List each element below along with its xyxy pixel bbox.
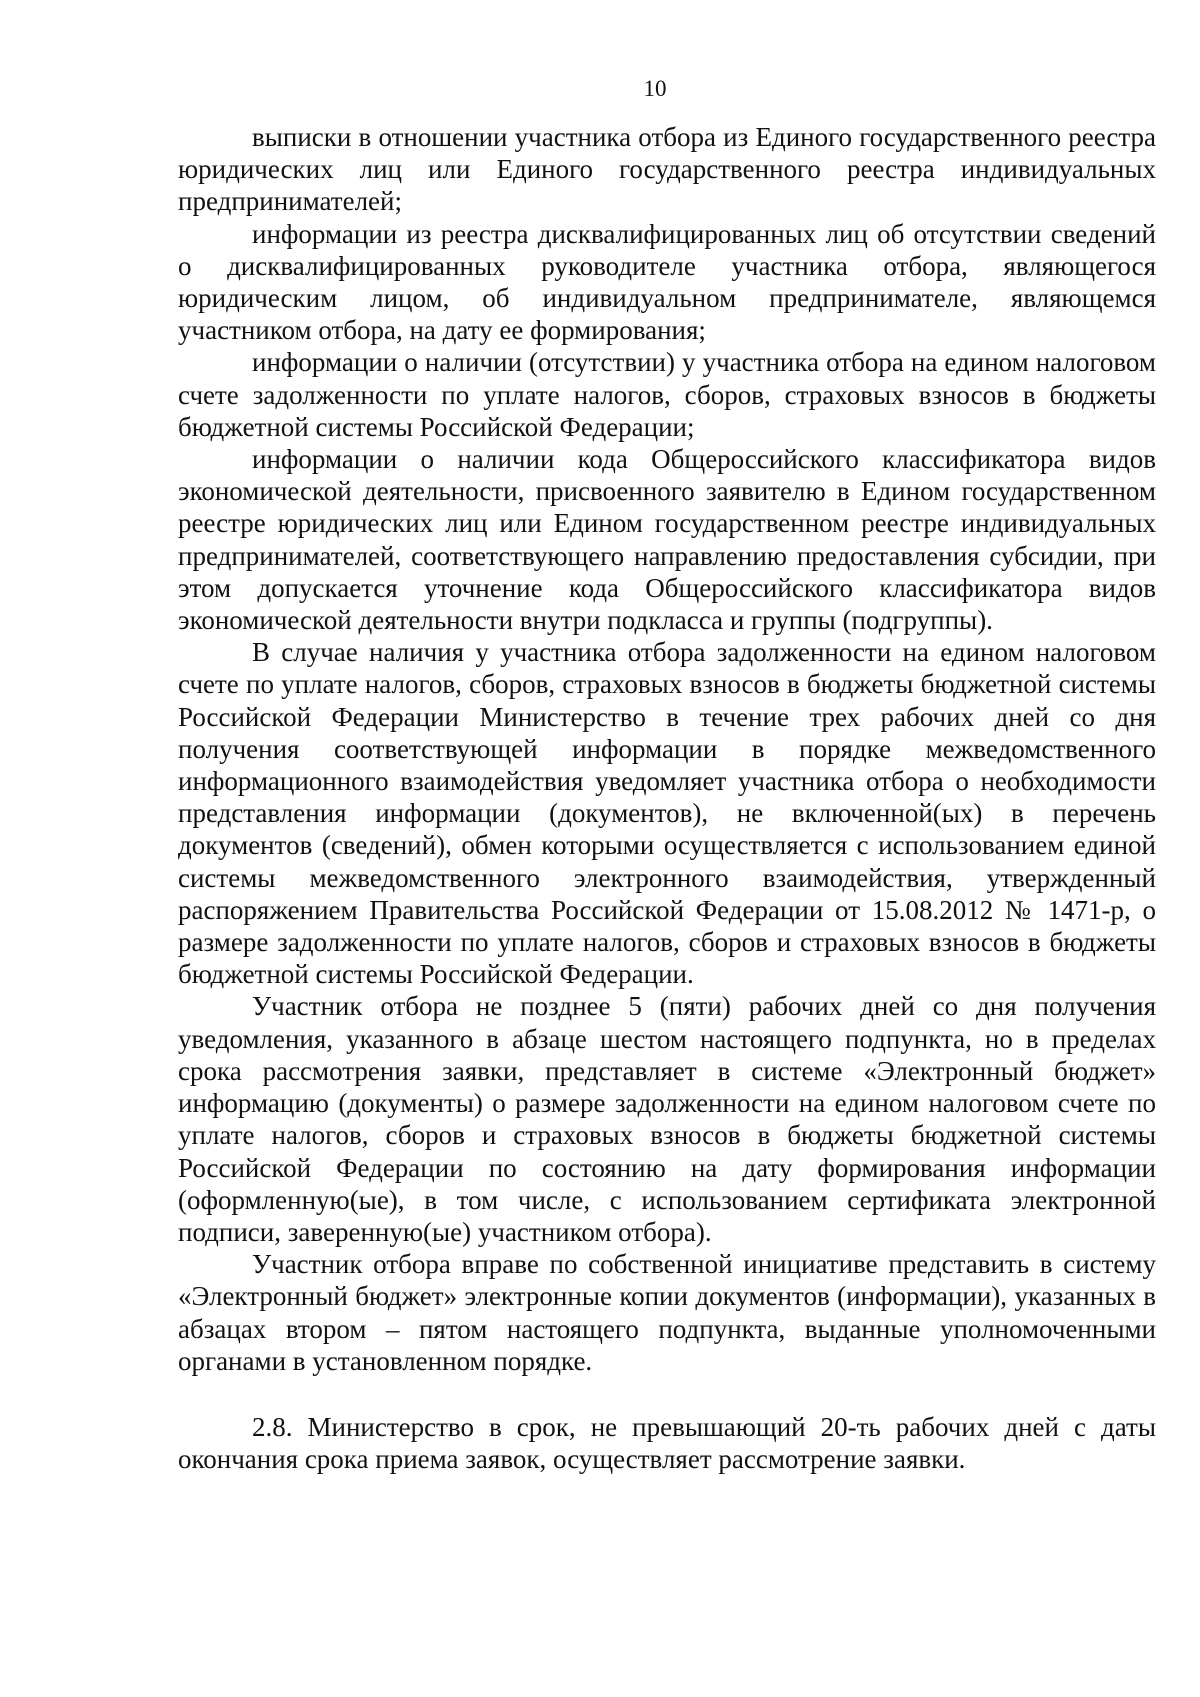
paragraph-debt-notification: В случае наличия у участника отбора задолженности на едином налоговом счете по уплате налогов, сборов, страховых взносов в бюджеты бюджетной системы Российской Федерации Министерство в течение трех рабочих дней со дня получения соответствующей информации в порядке межведомственного информационного взаимодействия уведомляет участника отбора о необходимости представления информации (документов), не включенной(ых) в перечень документов (сведений), обмен которыми осуществляется с использованием единой системы межведомственного электронного взаимодействия, утвержденный распоряжением Правительства Российской Федерации от 15.08.2012 № 1471-р, о размере задолженности по уплате налогов, сборов и страховых взносов в бюджеты бюджетной системы Российской Федерации. [178, 637, 1156, 990]
document-body [178, 121, 1156, 1475]
paragraph-tax-debt-info: информации о наличии (отсутствии) у участника отбора на едином налоговом счете задолженности по уплате налогов, сборов, страховых взносов в бюджеты бюджетной системы Российской Федерации; [178, 347, 1156, 442]
paragraph-own-initiative: Участник отбора вправе по собственной инициативе представить в систему «Электронный бюджет» электронные копии документов (информации), указанных в абзацах втором – пятом настоящего подпункта, выданные уполномоченными органами в установленном порядке. [178, 1249, 1156, 1376]
section-2-8: 2.8. Министерство в срок, не превышающий 20-ть рабочих дней с даты окончания срока приема заявок, осуществляет рассмотрение заявки. [178, 1411, 1156, 1475]
paragraph-okved-code: информации о наличии кода Общероссийского классификатора видов экономической деятельности, присвоенного заявителю в Едином государственном реестре юридических лиц или Едином государственном реестре индивидуальных предпринимателей, соответствующего направлению предоставления субсидии, при этом допускается уточнение кода Общероссийского классификатора видов экономической деятельности внутри подкласса и группы (подгруппы). [178, 444, 1156, 636]
page-number: 10 [643, 76, 667, 101]
paragraph-participant-submission: Участник отбора не позднее 5 (пяти) рабочих дней со дня получения уведомления, указанного в абзаце шестом настоящего подпункта, но в пределах срока рассмотрения заявки, представляет в системе «Электронный бюджет» информацию (документы) о размере задолженности на едином налоговом счете по уплате налогов, сборов и страховых взносов в бюджеты бюджетной системы Российской Федерации по состоянию на дату формирования информации (оформленную(ые), в том числе, с использованием сертификата электронной подписи, заверенную(ые) участником отбора). [178, 991, 1156, 1247]
paragraph-disqualified-registry: информации из реестра дисквалифицированных лиц об отсутствии сведений о дисквалифицированных руководителе участника отбора, являющегося юридическим лицом, об индивидуальном предпринимателе, являющемся участником отбора, на дату ее формирования; [178, 218, 1156, 346]
paragraph-egrul-extract: выписки в отношении участника отбора из Единого государственного реестра юридических лиц или Единого государственного реестра индивидуальных предпринимателей; [178, 122, 1156, 217]
